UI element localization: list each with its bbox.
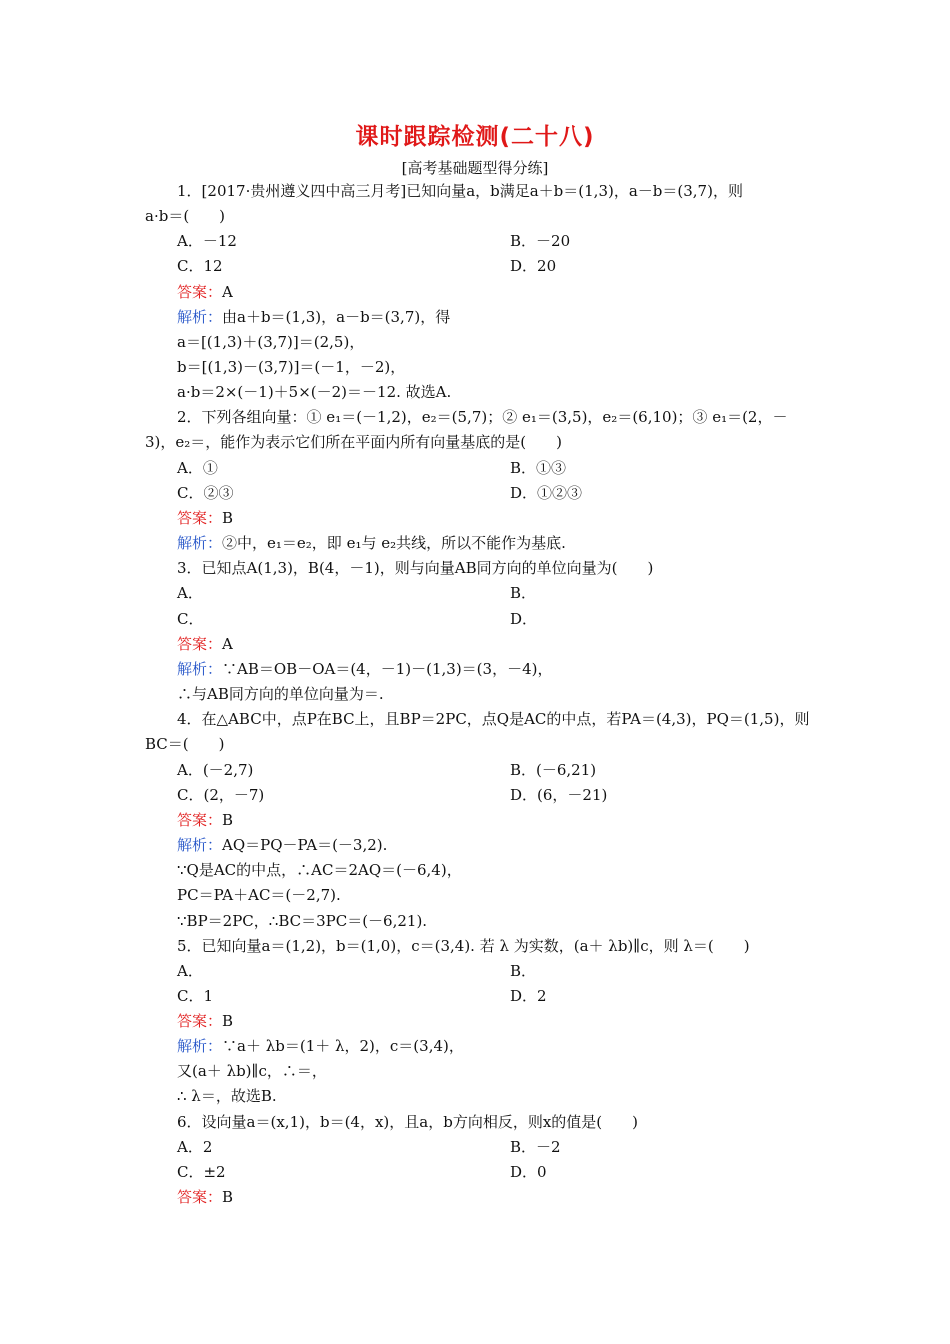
q3-analysis-line1: ∵AB＝OB－OA＝(4，－1)－(1,3)＝(3，－4)， bbox=[222, 660, 553, 678]
q4-answer bbox=[177, 810, 233, 830]
answer-label: 答案： bbox=[177, 1188, 223, 1206]
q3-answer bbox=[177, 634, 233, 654]
q4-option-d: D．(6，－21) bbox=[510, 786, 608, 804]
q1-analysis-line3: b＝[(1,3)－(3,7)]＝(－1，－2)， bbox=[177, 358, 406, 376]
q4-stem-line1: 4．在△ABC中，点P在BC上，且BP＝2PC，点Q是AC的中点，若PA＝(4,3)，PQ＝(1,5)，则 bbox=[177, 710, 810, 728]
q4-analysis-line3: PC＝PA＋AC＝(－2,7). bbox=[177, 886, 341, 904]
q2-stem-line1: 2．下列各组向量：① e₁＝(－1,2)，e₂＝(5,7)；② e₁＝(3,5)，e₂＝(6,10)；③ e₁＝(2，－ bbox=[177, 408, 788, 426]
q1-analysis bbox=[177, 307, 450, 327]
q1-stem-line2: a·b＝( ) bbox=[145, 207, 226, 225]
answer-label: 答案： bbox=[177, 811, 223, 829]
q1-stem-line1: 1．[2017·贵州遵义四中高三月考]已知向量a，b满足a＋b＝(1,3)，a－b＝(3,7)，则 bbox=[177, 182, 743, 200]
q3-analysis bbox=[177, 659, 552, 679]
q5-analysis-line1: ∵a＋ λb＝(1＋ λ，2)，c＝(3,4)， bbox=[222, 1037, 464, 1055]
q2-answer bbox=[177, 508, 233, 528]
q2-option-d: D．①②③ bbox=[510, 484, 583, 502]
q5-analysis-line3: ∴ λ＝，故选B. bbox=[177, 1087, 277, 1105]
page-subtitle: [高考基础题型得分练] bbox=[401, 159, 549, 177]
q4-option-a: A．(－2,7) bbox=[177, 761, 254, 779]
analysis-label: 解析： bbox=[177, 308, 223, 326]
analysis-label: 解析： bbox=[177, 534, 223, 552]
q5-stem-line1: 5．已知向量a＝(1,2)，b＝(1,0)，c＝(3,4). 若 λ 为实数，(a＋ λb)∥c，则 λ＝( ) bbox=[177, 937, 750, 955]
q4-stem-line2: BC＝( ) bbox=[145, 735, 225, 753]
q6-answer-value: B bbox=[222, 1188, 234, 1206]
q1-option-a: A．－12 bbox=[177, 232, 237, 250]
q6-stem-line1: 6．设向量a＝(x,1)，b＝(4，x)，且a，b方向相反，则x的值是( ) bbox=[177, 1113, 638, 1131]
q1-analysis-line1: 由a＋b＝(1,3)，a－b＝(3,7)，得 bbox=[222, 308, 451, 326]
q2-option-a: A．① bbox=[177, 459, 218, 477]
answer-label: 答案： bbox=[177, 509, 223, 527]
q5-answer-value: B bbox=[222, 1012, 234, 1030]
q3-answer-value: A bbox=[222, 635, 233, 653]
q1-answer bbox=[177, 282, 233, 302]
q6-answer bbox=[177, 1187, 233, 1207]
q2-option-c: C．②③ bbox=[177, 484, 234, 502]
q5-option-c: C．1 bbox=[177, 987, 214, 1005]
answer-label: 答案： bbox=[177, 635, 223, 653]
q5-analysis-line2: 又(a＋ λb)∥c，∴＝， bbox=[177, 1062, 327, 1080]
page-title: 课时跟踪检测(二十八) bbox=[355, 124, 595, 150]
answer-label: 答案： bbox=[177, 1012, 223, 1030]
analysis-label: 解析： bbox=[177, 836, 223, 854]
q1-option-c: C．12 bbox=[177, 257, 223, 275]
q5-option-b: B． bbox=[510, 962, 537, 980]
q3-analysis-line2: ∴与AB同方向的单位向量为＝. bbox=[177, 685, 384, 703]
q5-answer bbox=[177, 1011, 233, 1031]
q2-option-b: B．①③ bbox=[510, 459, 567, 477]
q4-analysis-line4: ∵BP＝2PC，∴BC＝3PC＝(－6,21). bbox=[177, 912, 428, 930]
q2-analysis bbox=[177, 533, 566, 553]
q3-option-d: D． bbox=[510, 610, 538, 628]
q4-analysis-line2: ∵Q是AC的中点，∴AC＝2AQ＝(－6,4)， bbox=[177, 861, 462, 879]
q1-analysis-line2: a＝[(1,3)＋(3,7)]＝(2,5)， bbox=[177, 333, 365, 351]
q1-option-d: D．20 bbox=[510, 257, 557, 275]
q6-option-a: A．2 bbox=[177, 1138, 213, 1156]
q6-option-d: D．0 bbox=[510, 1163, 547, 1181]
analysis-label: 解析： bbox=[177, 660, 223, 678]
q4-analysis bbox=[177, 835, 387, 855]
answer-label: 答案： bbox=[177, 283, 223, 301]
q3-option-b: B． bbox=[510, 584, 537, 602]
q5-option-a: A． bbox=[177, 962, 203, 980]
q1-option-b: B．－20 bbox=[510, 232, 571, 250]
q4-analysis-line1: AQ＝PQ－PA＝(－3,2). bbox=[222, 836, 388, 854]
q3-option-c: C． bbox=[177, 610, 204, 628]
q3-stem-line1: 3．已知点A(1,3)，B(4，－1)，则与向量AB同方向的单位向量为( ) bbox=[177, 559, 654, 577]
q5-option-d: D．2 bbox=[510, 987, 547, 1005]
q6-option-c: C．±2 bbox=[177, 1163, 226, 1181]
q5-analysis bbox=[177, 1036, 464, 1056]
q2-stem-line2: 3)，e₂＝，能作为表示它们所在平面内所有向量基底的是( ) bbox=[145, 433, 562, 451]
q1-answer-value: A bbox=[222, 283, 233, 301]
q2-analysis-line1: ②中，e₁＝e₂，即 e₁与 e₂共线，所以不能作为基底. bbox=[222, 534, 566, 552]
analysis-label: 解析： bbox=[177, 1037, 223, 1055]
q4-option-b: B．(－6,21) bbox=[510, 761, 597, 779]
q4-option-c: C．(2，－7) bbox=[177, 786, 265, 804]
q6-option-b: B．－2 bbox=[510, 1138, 561, 1156]
q2-answer-value: B bbox=[222, 509, 234, 527]
q4-answer-value: B bbox=[222, 811, 234, 829]
q3-option-a: A． bbox=[177, 584, 203, 602]
q1-analysis-line4: a·b＝2×(－1)＋5×(－2)＝－12. 故选A. bbox=[177, 383, 452, 401]
